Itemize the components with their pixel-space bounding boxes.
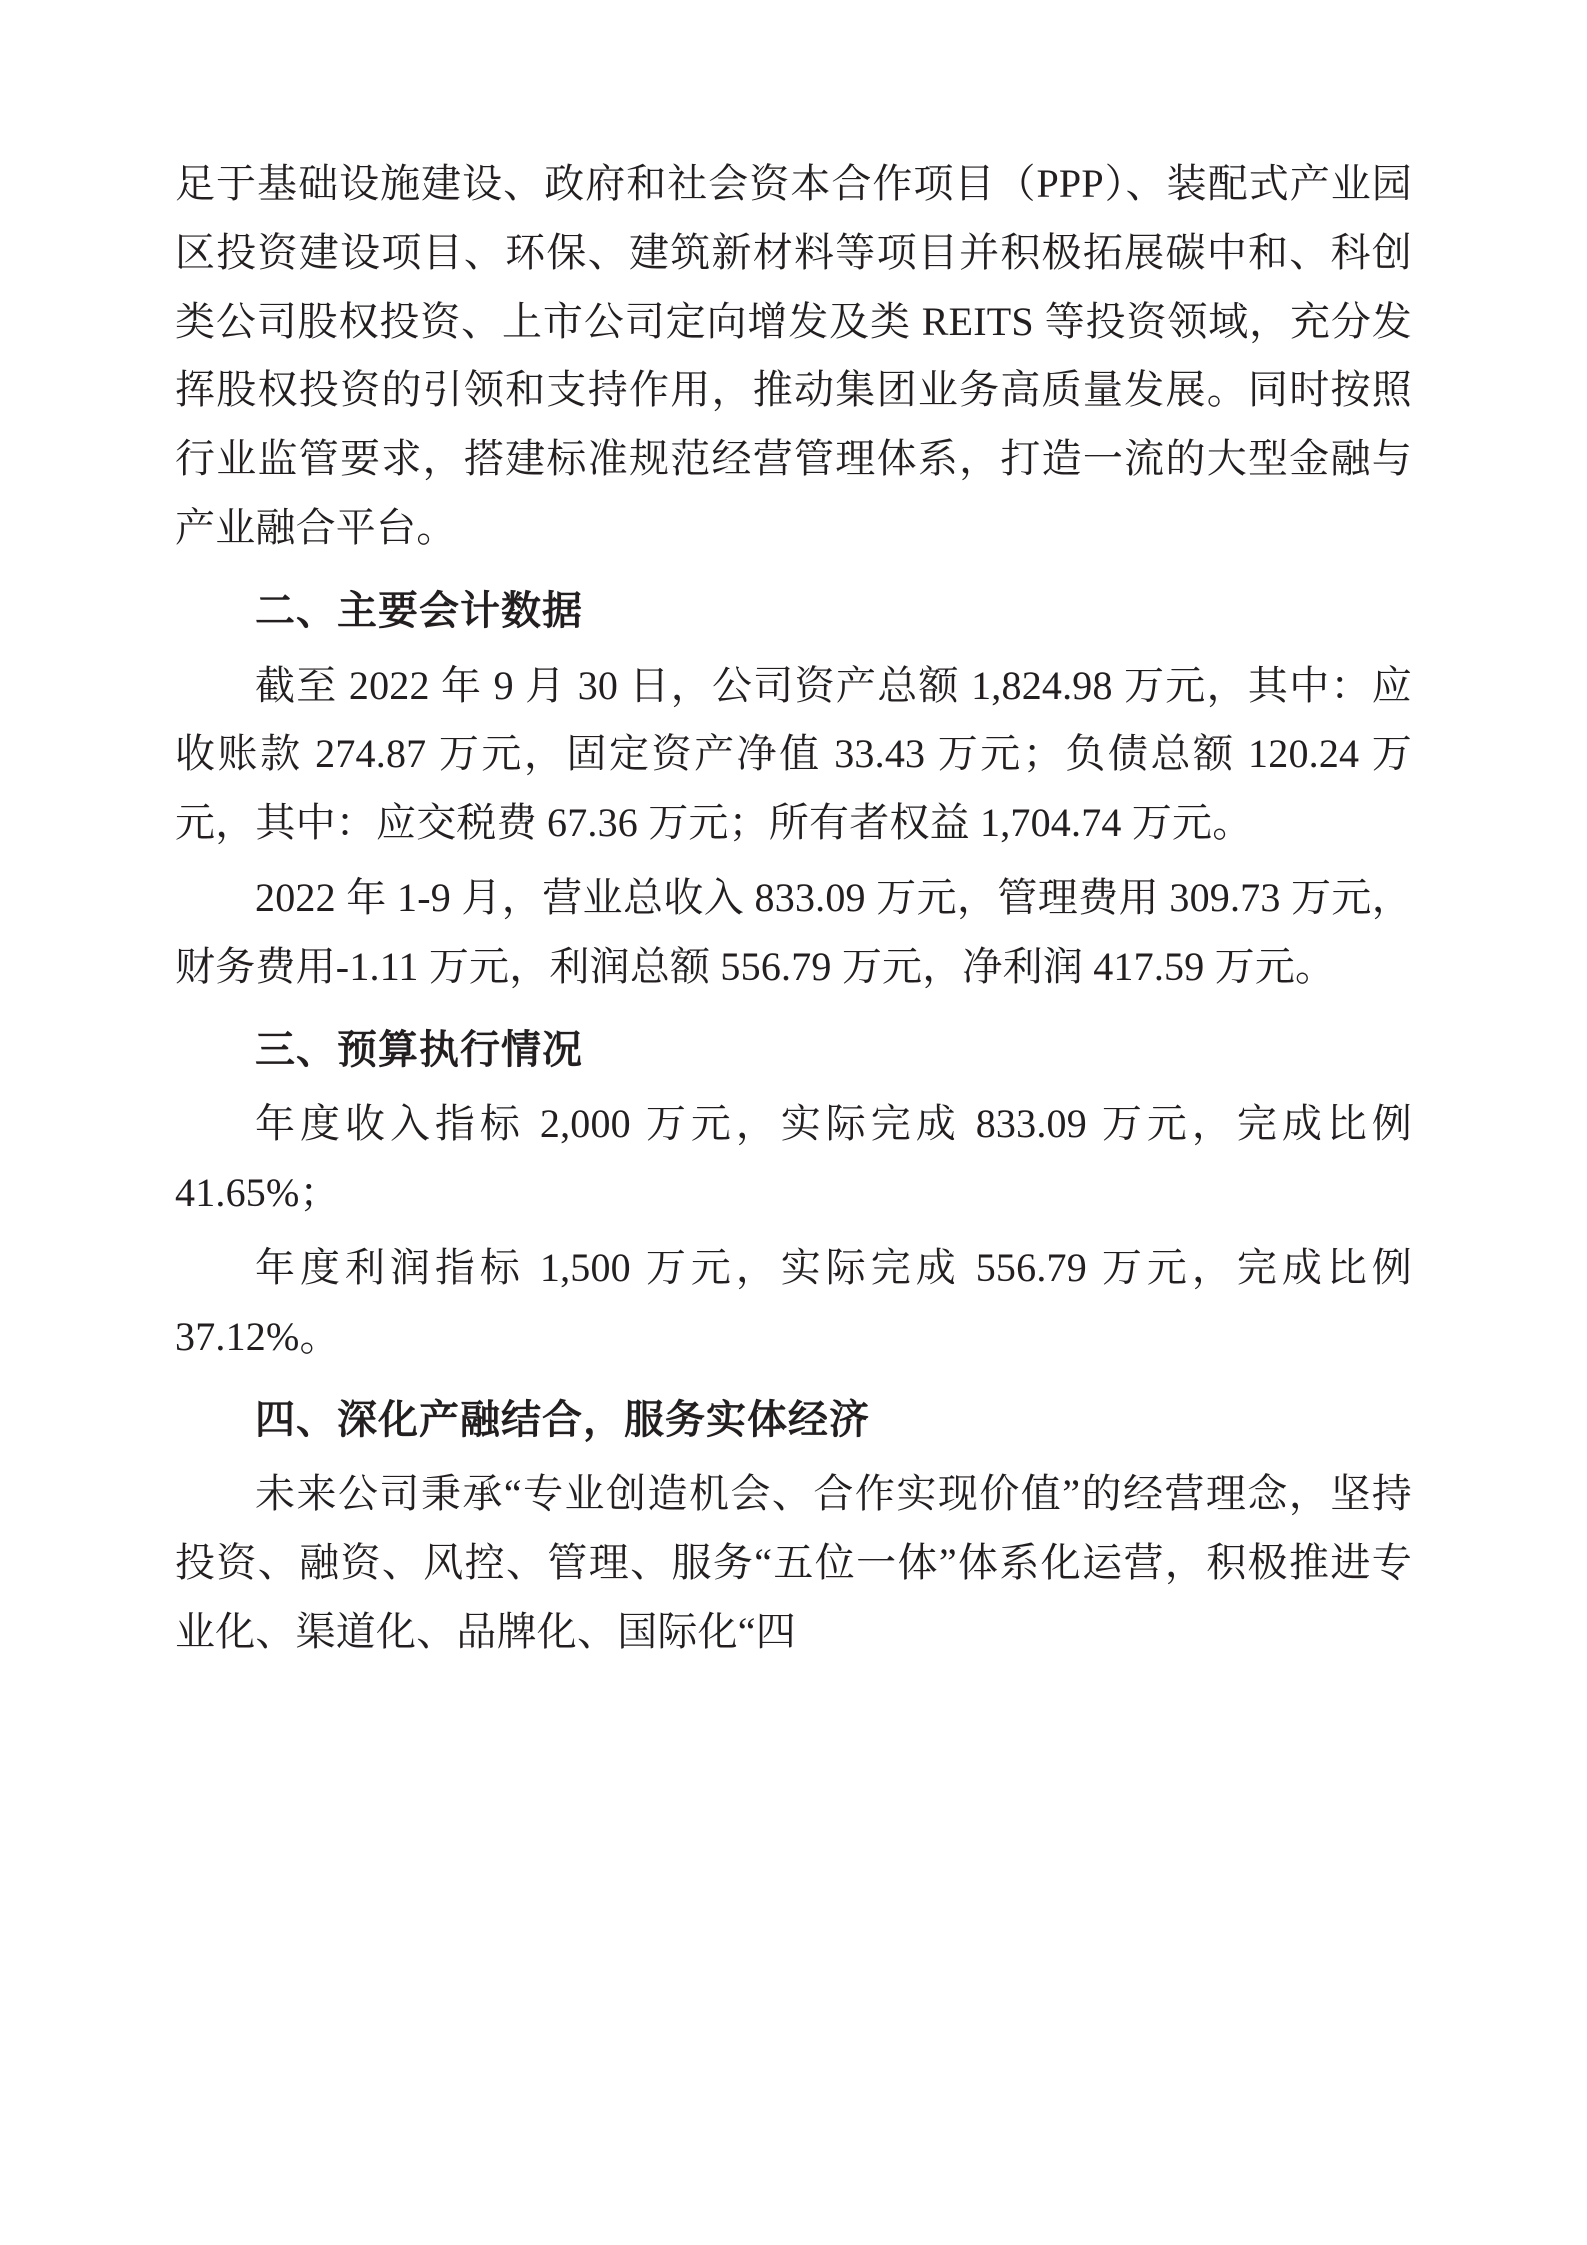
section-heading-2: 二、主要会计数据 — [255, 588, 583, 633]
paragraph-accounting-2: 2022 年 1-9 月，营业总收入 833.09 万元，管理费用 309.73 万元，财务费用-1.11 万元，利润总额 556.79 万元，净利润 417.59 万元。 — [175, 874, 1412, 989]
section-heading-4: 四、深化产融结合，服务实体经济 — [255, 1397, 870, 1442]
paragraph-future-1: 未来公司秉承“专业创造机会、合作实现价值”的经营理念，坚持投资、融资、风控、管理、服务“五位一体”体系化运营，积极推进专业化、渠道化、品牌化、国际化“四 — [175, 1471, 1412, 1654]
paragraph-accounting-1: 截至 2022 年 9 月 30 日，公司资产总额 1,824.98 万元，其中：应收账款 274.87 万元，固定资产净值 33.43 万元；负债总额 120.24 万元，其中：应交税费 67.36 万元；所有者权益 1,704.74 万元。 — [175, 662, 1412, 846]
paragraph-budget-2: 年度利润指标 1,500 万元，实际完成 556.79 万元，完成比例 37.12%。 — [175, 1244, 1412, 1359]
section-heading-3: 三、预算执行情况 — [255, 1027, 583, 1072]
paragraph-continued: 足于基础设施建设、政府和社会资本合作项目（PPP）、装配式产业园区投资建设项目、环保、建筑新材料等项目并积极拓展碳中和、科创类公司股权投资、上市公司定向增发及类 REITS 等投资领域，充分发挥股权投资的引领和支持作用，推动集团业务高质量发展。同时按照行业监管要求，搭建标准规范经营管理体系，打造一流的大型金融与产业融合平台。 — [175, 161, 1412, 550]
paragraph-budget-1: 年度收入指标 2,000 万元，实际完成 833.09 万元，完成比例 41.65%； — [175, 1101, 1412, 1216]
